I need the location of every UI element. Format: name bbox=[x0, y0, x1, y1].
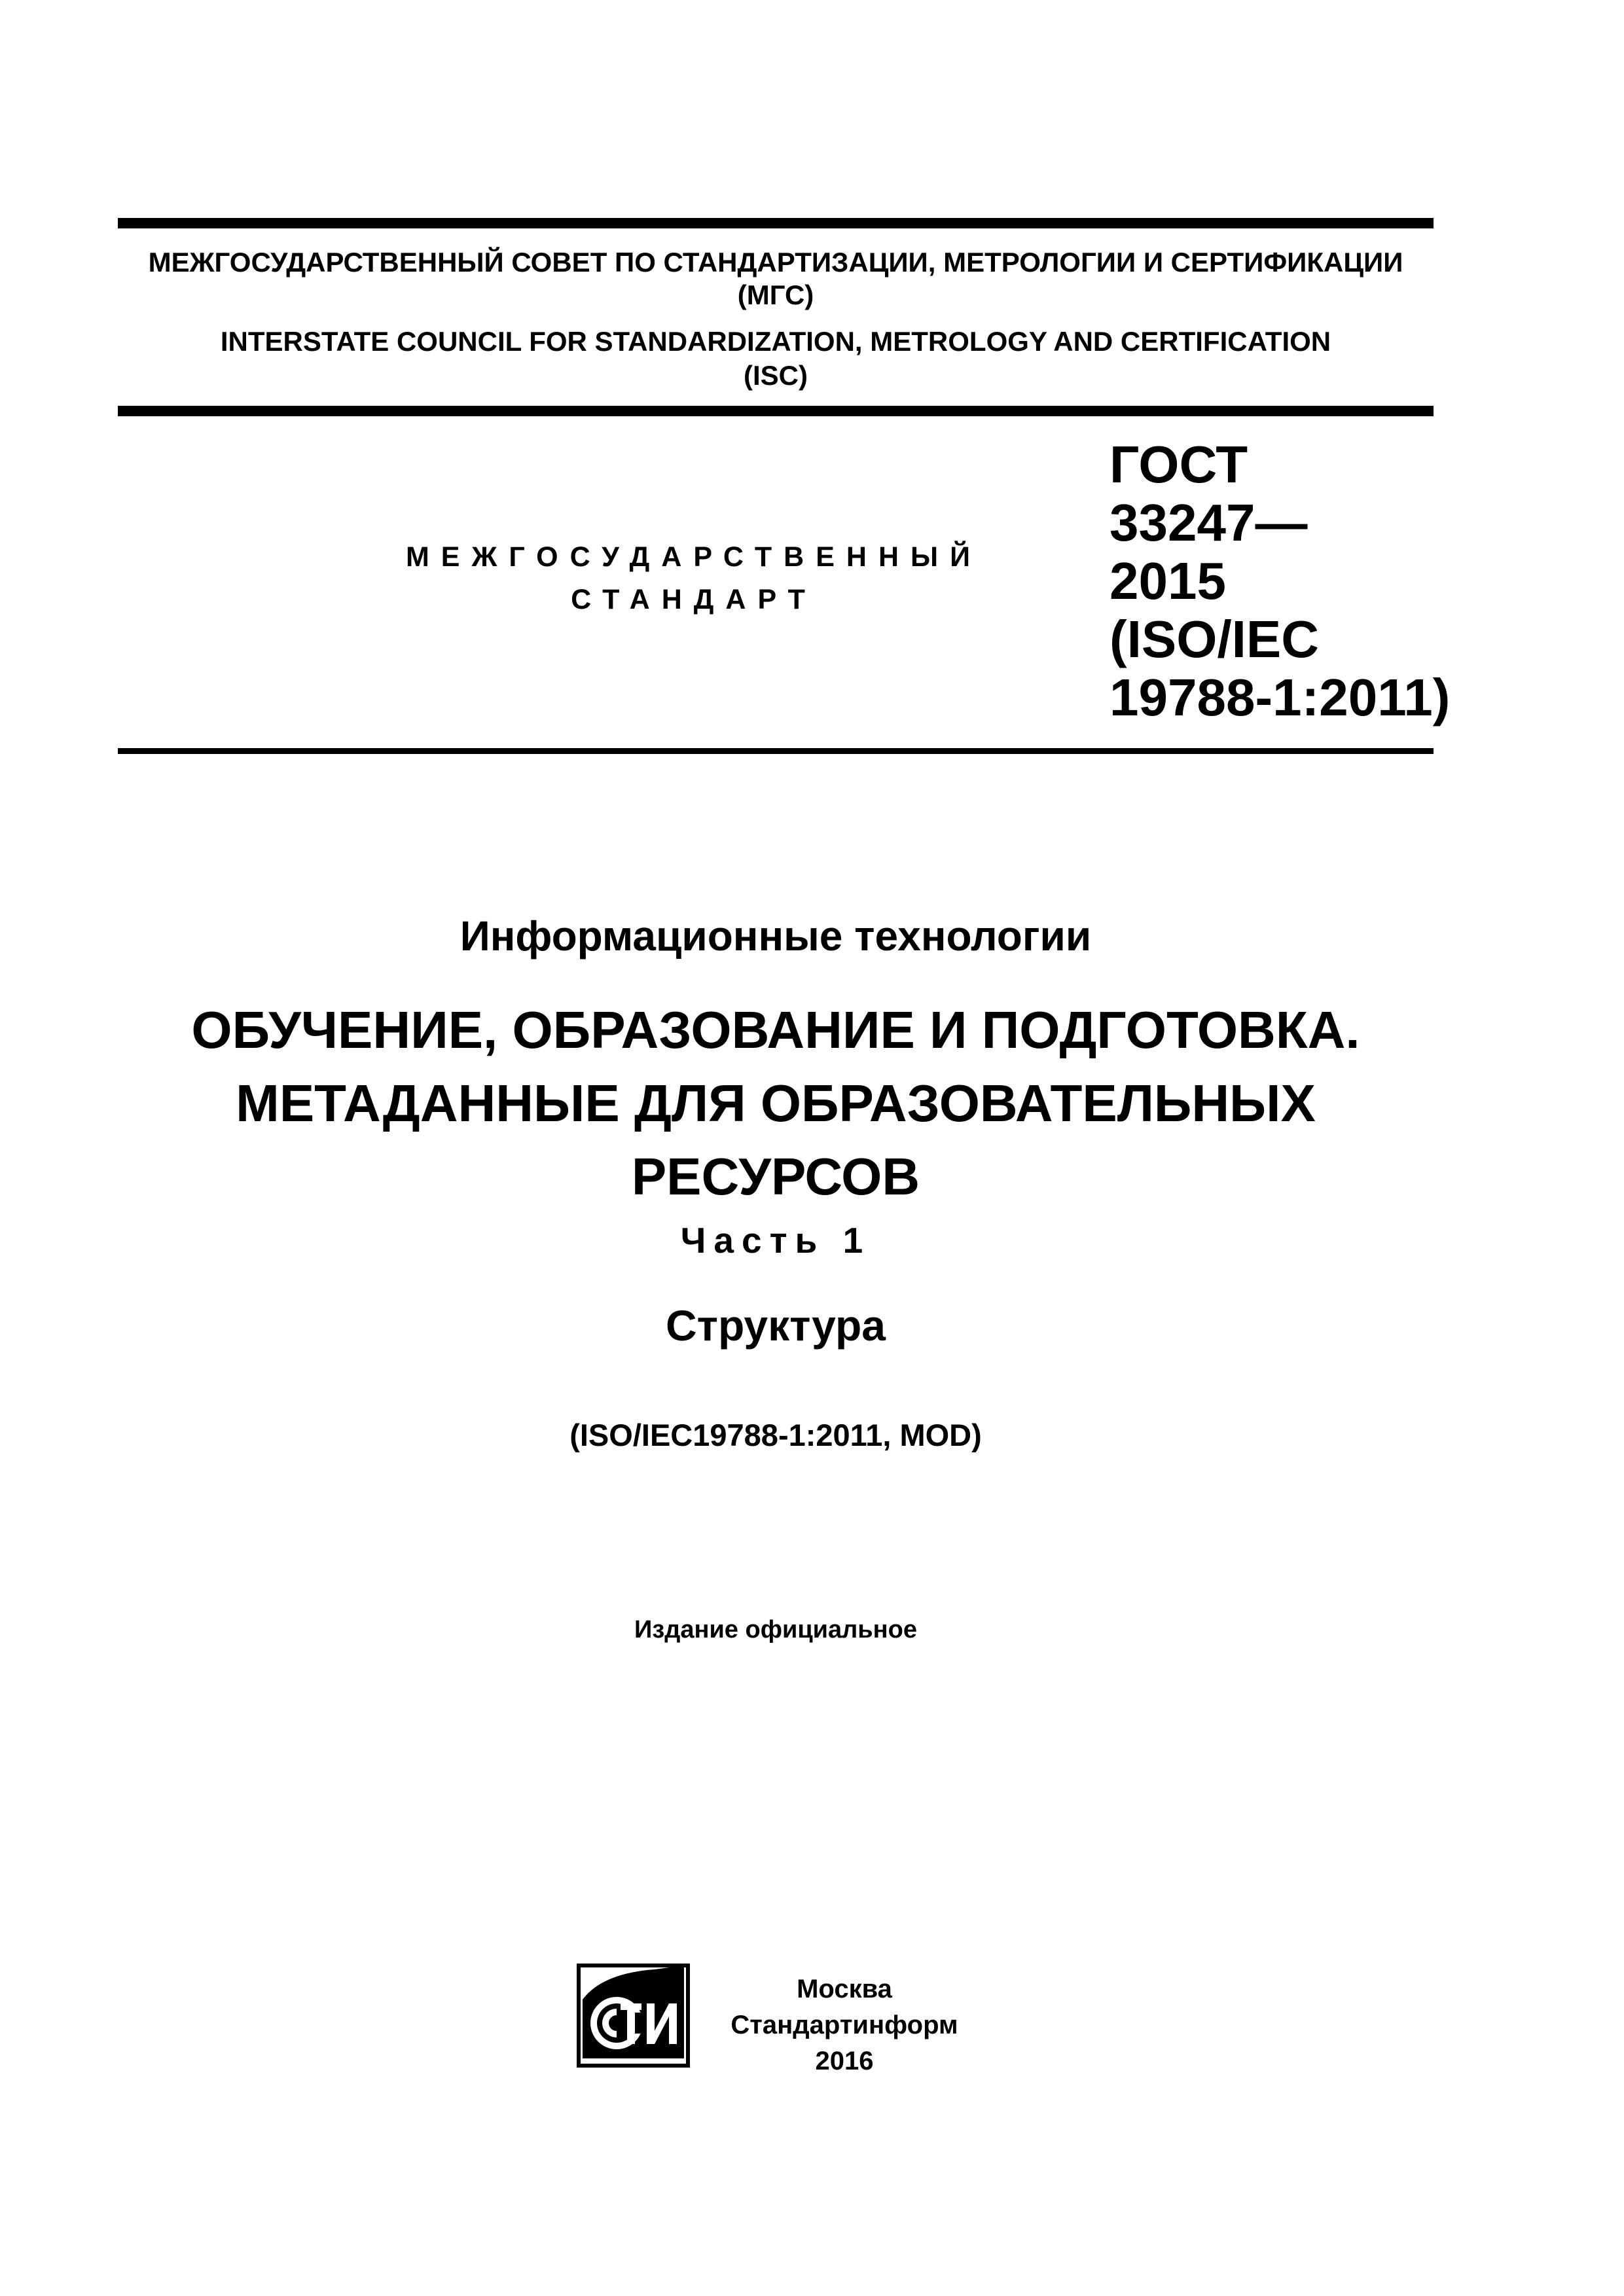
title-main-line: ОБУЧЕНИЕ, ОБРАЗОВАНИЕ И ПОДГОТОВКА. bbox=[191, 1001, 1360, 1059]
standard-kind-line2: СТАНДАРТ bbox=[571, 584, 817, 615]
top-rule bbox=[118, 218, 1434, 228]
designation-line: 33247— bbox=[1110, 493, 1308, 552]
publisher-name: Стандартинформ bbox=[731, 2011, 958, 2039]
middle-rule bbox=[118, 406, 1434, 416]
title-main bbox=[118, 994, 1434, 1213]
designation-line: (ISO/IEC bbox=[1110, 610, 1320, 668]
council-abbr-ru: (МГС) bbox=[737, 279, 814, 310]
publisher-year: 2016 bbox=[815, 2047, 874, 2075]
standard-kind-line1: МЕЖГОСУДАРСТВЕННЫЙ bbox=[405, 541, 983, 573]
standard-designation bbox=[1110, 435, 1451, 726]
council-abbr-en: (ISC) bbox=[744, 360, 808, 391]
standartinform-logo-icon bbox=[576, 1960, 691, 2068]
title-main-line: РЕСУРСОВ bbox=[631, 1147, 920, 1206]
designation-line: 19788-1:2011) bbox=[1110, 668, 1451, 726]
title-main-line: МЕТАДАННЫЕ ДЛЯ ОБРАЗОВАТЕЛЬНЫХ bbox=[236, 1074, 1316, 1132]
bottom-rule bbox=[118, 748, 1434, 754]
publisher-block bbox=[707, 1971, 982, 2079]
title-part: Часть 1 bbox=[680, 1220, 871, 1261]
edition-label: Издание официальное bbox=[634, 1616, 917, 1643]
designation-line: 2015 bbox=[1110, 552, 1226, 610]
council-name-en: INTERSTATE COUNCIL FOR STANDARDIZATION, METROLOGY AND CERTIFICATION bbox=[220, 326, 1331, 357]
international-reference: (ISO/IEC19788-1:2011, MOD) bbox=[569, 1418, 982, 1452]
council-name-ru: МЕЖГОСУДАРСТВЕННЫЙ СОВЕТ ПО СТАНДАРТИЗАЦИИ, МЕТРОЛОГИИ И СЕРТИФИКАЦИИ bbox=[148, 247, 1403, 278]
publisher-city: Москва bbox=[797, 1975, 892, 2003]
designation-line: ГОСТ bbox=[1110, 435, 1248, 493]
title-structure: Структура bbox=[666, 1301, 886, 1350]
title-domain: Информационные технологии bbox=[460, 912, 1092, 960]
